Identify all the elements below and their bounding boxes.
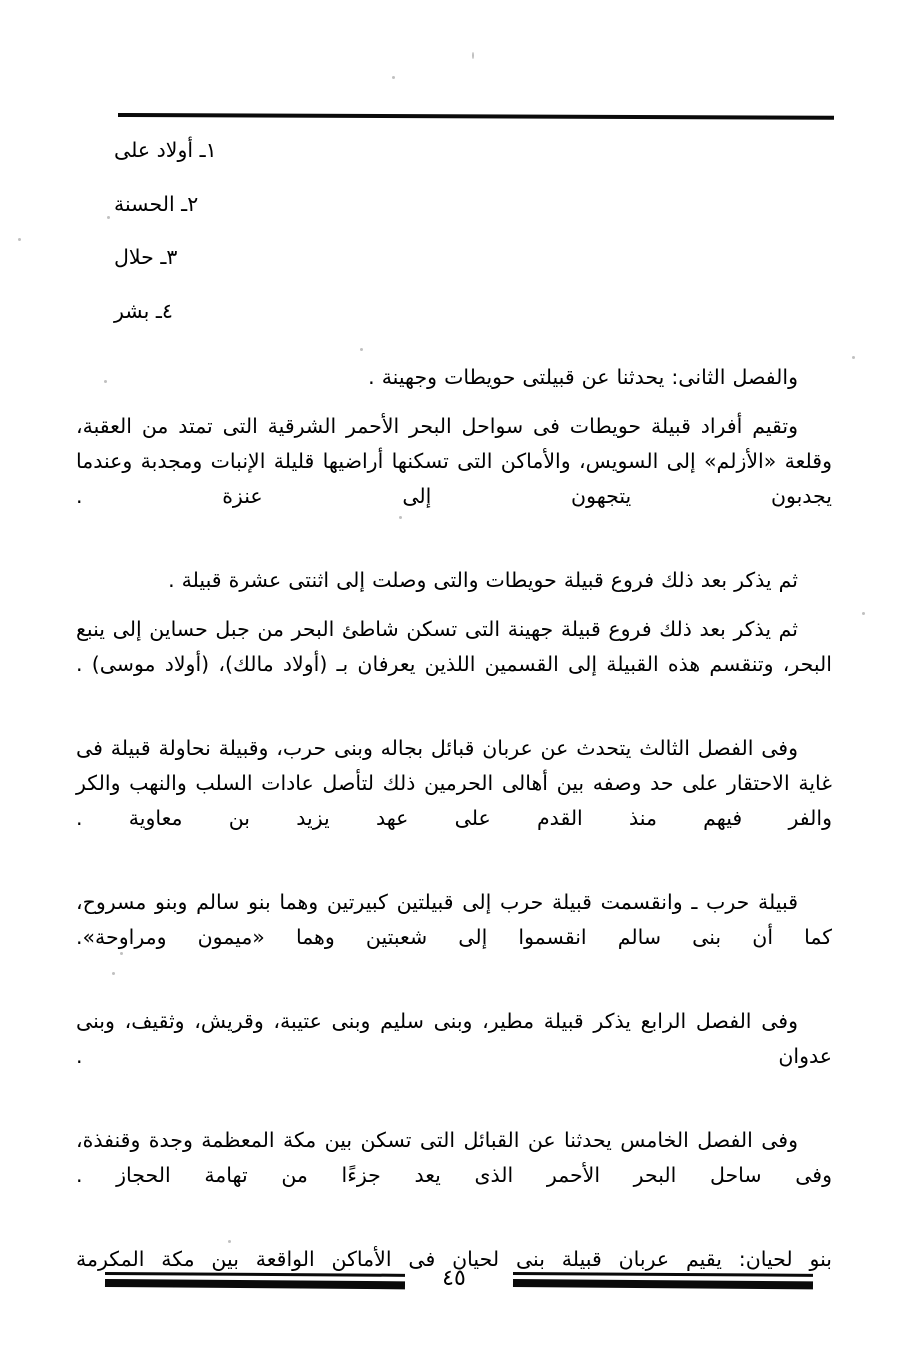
paragraph-huwaitat-branches: ثم يذكر بعد ذلك فروع قبيلة حويطات والتى وصلت إلى اثنتى عشرة قبيلة .: [168, 568, 798, 592]
list-item-number: ٣ـ: [160, 245, 178, 269]
paragraph-huwaitat-location: وتقيم أفراد قبيلة حويطات فى سواحل البحر الأحمر الشرقية التى تمتد من العقبة، وقلعة «الأزلم» إلى السويس، والأماكن التى تسكنها أراضيها قليلة الإنبات ومجدبة وعندما يجدبون يتجهون إلى عنزة .: [76, 414, 832, 508]
list-item-label: حلال: [114, 245, 154, 269]
page-footer: [0, 1268, 908, 1308]
numbered-list: [76, 140, 832, 321]
paragraph-banu-lihyan: بنو لحيان: يقيم عربان قبيلة بنى لحيان فى الأماكن الواقعة بين مكة المكرمة: [76, 1247, 832, 1271]
list-item: [76, 140, 832, 161]
list-item-label: الحسنة: [114, 191, 175, 216]
list-item-number: ٢ـ: [181, 191, 199, 216]
scan-speckle: [18, 238, 21, 241]
list-item-number: ١ـ: [199, 138, 217, 162]
list-item-number: ٤ـ: [155, 298, 173, 323]
paragraph-chapter-four: وفى الفصل الرابع يذكر قبيلة مطير، وبنى سليم وبنى عتيبة، وقريش، وثقيف، وبنى عدوان .: [76, 1009, 832, 1068]
paragraph-chapter-five: وفى الفصل الخامس يحدثنا عن القبائل التى تسكن بين مكة المعظمة وجدة وقنفذة، وفى ساحل البحر الأحمر الذى يعد جزءًا من تهامة الحجاز .: [76, 1128, 832, 1187]
list-item-label: أولاد على: [114, 138, 194, 162]
list-item-label: بشر: [114, 298, 150, 323]
scan-speckle: [862, 612, 865, 615]
page-content: [76, 140, 832, 1312]
scan-speckle: [852, 356, 855, 359]
paragraph-harb-tribe: قبيلة حرب ـ وانقسمت قبيلة حرب إلى قبيلتين كبيرتين وهما بنو سالم وبنو مسروح، كما أن بنى سالم انقسموا إلى شعبتين وهما «ميمون ومراوحة».: [76, 890, 832, 949]
paragraph-chapter-two-intro: والفصل الثانى: يحدثنا عن قبيلتى حويطات وجهينة .: [368, 365, 798, 389]
top-rule: [118, 113, 834, 120]
scan-speckle: [392, 76, 395, 79]
scan-speckle: [472, 52, 474, 59]
page-number: ٤٥: [442, 1266, 466, 1291]
list-item: [76, 191, 832, 216]
paragraph-chapter-three: وفى الفصل الثالث يتحدث عن عربان قبائل بجاله وبنى حرب، وقبيلة نحاولة قبيلة فى غاية الاحتقار على حد وصفه بين أهالى الحرمين ذلك لتأصل عادات السلب والنهب والكر والفر فيهم منذ القدم على عهد يزيد بن معاوية .: [76, 736, 832, 830]
paragraph-juhaina-branches: ثم يذكر بعد ذلك فروع قبيلة جهينة التى تسكن شاطئ البحر من جبل حساين إلى ينبع البحر، وتنقسم هذه القبيلة إلى القسمين اللذين يعرفان بـ (أولاد مالك)، (أولاد موسى) .: [76, 617, 832, 676]
list-item: [76, 298, 832, 323]
list-item: [76, 247, 832, 268]
